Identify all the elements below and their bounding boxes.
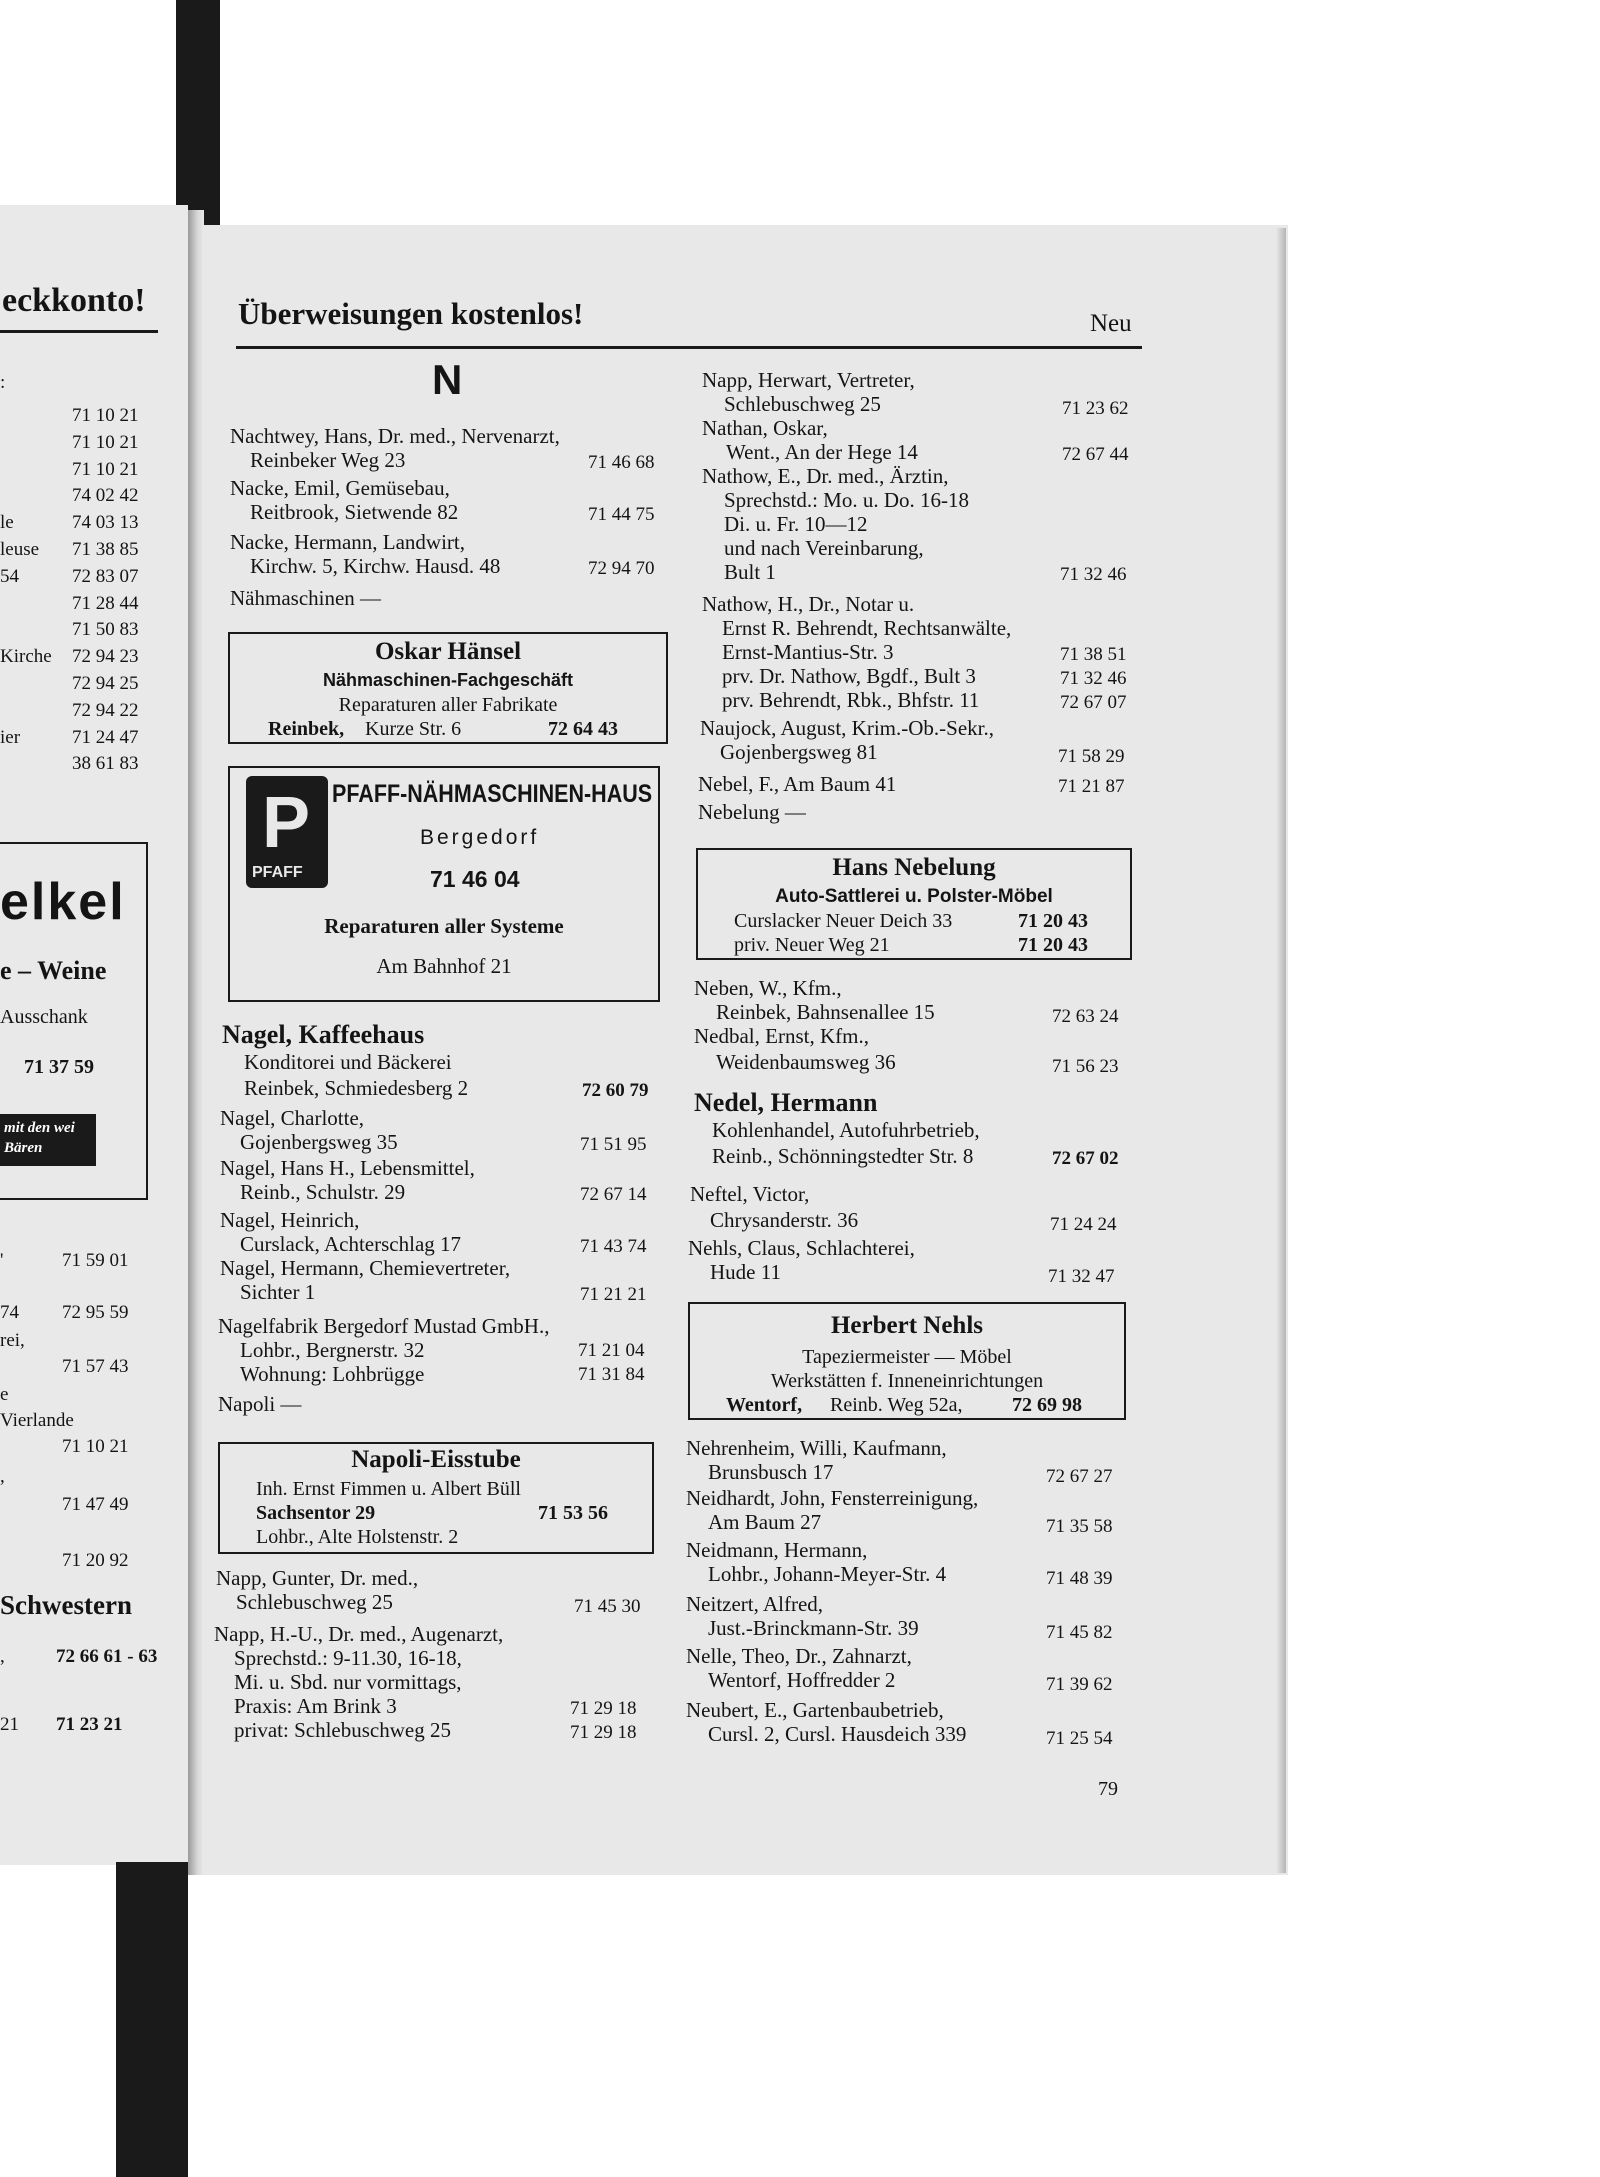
nathan-num: 72 67 44: [1062, 444, 1129, 465]
listing-phone: 71 51 95: [580, 1134, 647, 1155]
nathow-h-l3: Ernst-Mantius-Str. 3: [722, 640, 894, 664]
left-row2-number: 72 95 59: [62, 1302, 129, 1323]
ad-pfaff-l2: Am Bahnhof 21: [376, 954, 512, 978]
napp-hu-num5: 71 29 18: [570, 1722, 637, 1743]
left-row3-label: 21: [0, 1714, 19, 1735]
listing-phone: 72 67 27: [1046, 1466, 1113, 1487]
listing-name-line: Nelle, Theo, Dr., Zahnarzt,: [686, 1644, 912, 1668]
listing-name-line: Nagel, Hans H., Lebensmittel,: [220, 1156, 475, 1180]
nathow-e-l5: Bult 1: [724, 560, 776, 584]
listing-phone: 71 46 68: [588, 452, 655, 473]
naehmaschinen-ref: Nähmaschinen —: [230, 586, 382, 610]
left-ad-sub: e – Weine: [0, 956, 107, 985]
nagel-kaffeehaus-num: 72 60 79: [582, 1080, 649, 1101]
left-row-number: 72 94 25: [72, 673, 139, 694]
left-row-label: 54: [0, 565, 19, 587]
binding-strap-top: [176, 0, 220, 225]
ad-haensel-num: 72 64 43: [548, 718, 618, 740]
nebel-l1: Nebel, F., Am Baum 41: [698, 772, 897, 796]
left-ad-badge: mit den wei Bären: [0, 1114, 96, 1166]
ad-napoli-l3: Lohbr., Alte Holstenstr. 2: [256, 1526, 459, 1548]
pfaff-logo-text: PFAFF: [252, 864, 303, 881]
left-row-label: ier: [0, 726, 21, 748]
left-row2-label: rei,: [0, 1330, 25, 1351]
left-row-number: 38 61 83: [72, 753, 139, 775]
left-row2-number: 71 10 21: [62, 1436, 129, 1457]
nathow-e-l2: Sprechstd.: Mo. u. Do. 16-18: [724, 488, 969, 512]
left-row-number: 72 94 23: [72, 646, 139, 668]
listing-name-line: Neidhardt, John, Fensterreinigung,: [686, 1486, 979, 1510]
listing-address-line: Brunsbusch 17: [708, 1460, 834, 1484]
neben-l2: Reinbek, Bahnsenallee 15: [716, 1000, 935, 1024]
nehls-claus-l2: Hude 11: [710, 1260, 781, 1284]
left-row-label: leuse: [0, 539, 40, 560]
nedel-name: Nedel, Hermann: [694, 1088, 878, 1117]
left-row3-label: ,: [0, 1646, 5, 1667]
ad-nebelung-num3: 71 20 43: [1018, 934, 1088, 956]
listing-address-line: Am Baum 27: [708, 1510, 822, 1534]
ad-nehls-l3b: Reinb. Weg 52a,: [830, 1394, 963, 1416]
listing-name-line: Nehrenheim, Willi, Kaufmann,: [686, 1436, 947, 1460]
nathow-h-num3: 71 38 51: [1060, 644, 1127, 665]
listing-name-line: Neubert, E., Gartenbaubetrieb,: [686, 1698, 944, 1722]
listing-name-line: Nagel, Charlotte,: [220, 1106, 365, 1130]
page-number: 79: [1098, 1778, 1118, 1800]
page-header-right: Neu: [1090, 310, 1132, 337]
napp-hu-l2: Sprechstd.: 9-11.30, 16-18,: [234, 1646, 462, 1670]
listing-name-line: Neitzert, Alfred,: [686, 1592, 824, 1616]
nedel-num: 72 67 02: [1052, 1148, 1119, 1169]
ad-nehls-name: Herbert Nehls: [830, 1312, 984, 1339]
ad-haensel-l3b: Kurze Str. 6: [365, 718, 462, 740]
nathow-h-l4: prv. Dr. Nathow, Bgdf., Bult 3: [722, 664, 976, 688]
napp-hu-l1: Napp, H.-U., Dr. med., Augenarzt,: [214, 1622, 504, 1646]
nedel-l1: Kohlenhandel, Autofuhrbetrieb,: [712, 1118, 980, 1142]
listing-phone: 72 67 14: [580, 1184, 647, 1205]
ad-nebelung-l2: Curslacker Neuer Deich 33: [734, 910, 953, 932]
left-row-number: 74 03 13: [72, 512, 139, 534]
left-row2-number: 71 57 43: [62, 1356, 129, 1377]
nathow-e-l1: Nathow, E., Dr. med., Ärztin,: [702, 464, 949, 488]
ad-pfaff-city: Bergedorf: [420, 826, 540, 849]
listing-address-line: Reitbrook, Sietwende 82: [250, 500, 459, 524]
left-header-rule: [0, 330, 158, 333]
left-row-number: 71 28 44: [72, 592, 139, 614]
naujock-num: 71 58 29: [1058, 746, 1125, 767]
naujock-l1: Naujock, August, Krim.-Ob.-Sekr.,: [700, 716, 994, 740]
binding-strap-bottom: [116, 1862, 188, 2177]
nagelfabrik-l1: Nagelfabrik Bergedorf Mustad GmbH.,: [218, 1314, 550, 1338]
left-row-number: 71 38 85: [72, 539, 139, 560]
left-ad-num: 71 37 59: [24, 1056, 94, 1078]
left-row-number: 72 94 22: [72, 699, 139, 721]
listing-address-line: Kirchw. 5, Kirchw. Hausd. 48: [250, 554, 501, 578]
listing-phone: 71 21 21: [580, 1284, 647, 1305]
nagelfabrik-num: 71 21 04: [578, 1340, 645, 1361]
nathan-l2: Went., An der Hege 14: [726, 440, 918, 464]
left-colon: :: [0, 372, 6, 393]
nehls-claus-num: 71 32 47: [1048, 1266, 1115, 1287]
ad-oskar-haensel: [228, 632, 668, 744]
neben-num: 72 63 24: [1052, 1006, 1119, 1027]
left-row2-label: ': [0, 1250, 4, 1271]
nagelfabrik-l3: Wohnung: Lohbrügge: [240, 1362, 425, 1386]
left-row3-number: 72 66 61 - 63: [56, 1646, 158, 1667]
pfaff-logo-icon: P PFAFF: [246, 776, 328, 888]
ad-nehls-l2: Werkstätten f. Inneneinrichtungen: [770, 1370, 1044, 1392]
listing-address-line: Curslack, Achterschlag 17: [240, 1232, 462, 1256]
nathow-h-l2: Ernst R. Behrendt, Rechtsanwälte,: [722, 616, 1012, 640]
ad-pfaff-num: 71 46 04: [430, 866, 520, 892]
left-row2-label: 74: [0, 1302, 19, 1323]
napp-hu-l3: Mi. u. Sbd. nur vormittags,: [234, 1670, 462, 1694]
nagelfabrik-num2: 71 31 84: [578, 1364, 645, 1385]
listing-phone: 71 44 75: [588, 504, 655, 525]
ad-pfaff: [228, 766, 660, 1002]
napp-hu-num4: 71 29 18: [570, 1698, 637, 1719]
left-schwestern: Schwestern: [0, 1590, 132, 1620]
ad-haensel-name: Oskar Hänsel: [374, 638, 522, 665]
listing-name-line: Neidmann, Hermann,: [686, 1538, 868, 1562]
left-row-number: 71 50 83: [72, 619, 139, 641]
ad-nebelung-num2: 71 20 43: [1018, 910, 1088, 932]
nagel-kaffeehaus-l2: Reinbek, Schmiedesberg 2: [244, 1076, 469, 1100]
nathow-h-l5: prv. Behrendt, Rbk., Bhfstr. 11: [722, 688, 980, 712]
nathow-e-l4: und nach Vereinbarung,: [724, 536, 924, 560]
ad-napoli-name: Napoli-Eisstube: [351, 1446, 521, 1473]
ad-nehls-l3a: Wentorf,: [726, 1394, 803, 1416]
nathan-l1: Nathan, Oskar,: [702, 416, 828, 440]
ad-nehls-num: 72 69 98: [1012, 1394, 1082, 1416]
left-ad-title: elkel: [0, 873, 126, 931]
ad-pfaff-l1: Reparaturen aller Systeme: [324, 914, 564, 938]
nedbal-num: 71 56 23: [1052, 1056, 1119, 1077]
ad-herbert-nehls: [688, 1302, 1126, 1420]
listing-address-line: Reinb., Schulstr. 29: [240, 1180, 406, 1204]
napp-gunter-l2: Schlebuschweg 25: [236, 1590, 393, 1614]
nathow-e-l3: Di. u. Fr. 10—12: [724, 512, 868, 536]
left-page-header: eckkonto!: [2, 282, 146, 319]
ad-nebelung-name: Hans Nebelung: [832, 854, 996, 881]
nathow-h-l1: Nathow, H., Dr., Notar u.: [702, 592, 915, 616]
ad-haensel-l3a: Reinbek,: [268, 718, 345, 740]
nagel-kaffeehaus-l1: Konditorei und Bäckerei: [244, 1050, 452, 1074]
napp-herwart-l2: Schlebuschweg 25: [724, 392, 881, 416]
nebel-num: 71 21 87: [1058, 776, 1125, 797]
ad-nebelung-l1: Auto-Sattlerei u. Polster-Möbel: [775, 886, 1053, 907]
ad-napoli-l2: Sachsentor 29: [256, 1502, 376, 1524]
nedel-l2: Reinb., Schönningstedter Str. 8: [712, 1144, 974, 1168]
header-rule: [236, 346, 1142, 349]
page-edge: [1276, 228, 1286, 1873]
listing-phone: 71 45 82: [1046, 1622, 1113, 1643]
nagelfabrik-l2: Lohbr., Bergnerstr. 32: [240, 1338, 425, 1362]
listing-phone: 72 94 70: [588, 558, 655, 579]
listing-name-line: Nacke, Emil, Gemüsebau,: [230, 476, 450, 500]
neftel-num: 71 24 24: [1050, 1214, 1117, 1235]
page-header-title: Überweisungen kostenlos!: [238, 296, 584, 331]
listing-address-line: Cursl. 2, Cursl. Hausdeich 339: [708, 1722, 967, 1746]
listing-phone: 71 35 58: [1046, 1516, 1113, 1537]
napp-hu-l5: privat: Schlebuschweg 25: [234, 1718, 451, 1742]
left-row2-number: 71 20 92: [62, 1550, 129, 1571]
ad-napoli-eisstube: [218, 1442, 654, 1554]
ad-haensel-l1: Nähmaschinen-Fachgeschäft: [322, 670, 574, 690]
napp-gunter-num: 71 45 30: [574, 1596, 641, 1617]
ad-haensel-l2: Reparaturen aller Fabrikate: [338, 694, 558, 716]
left-row2-label: e: [0, 1384, 9, 1405]
nathow-h-num5: 72 67 07: [1060, 692, 1127, 713]
listing-address-line: Reinbeker Weg 23: [250, 448, 406, 472]
nathow-e-num: 71 32 46: [1060, 564, 1127, 585]
neftel-l2: Chrysanderstr. 36: [710, 1208, 859, 1232]
left-row2-label: Vierlande: [0, 1410, 74, 1431]
left-ad-box: [0, 842, 148, 1200]
listing-phone: 71 39 62: [1046, 1674, 1113, 1695]
left-ad-line: Ausschank: [0, 1006, 88, 1028]
left-row-label: Kirche: [0, 646, 52, 668]
nedbal-l1: Nedbal, Ernst, Kfm.,: [694, 1024, 869, 1048]
nagel-kaffeehaus-name: Nagel, Kaffeehaus: [222, 1020, 425, 1049]
section-letter: N: [432, 356, 463, 403]
listing-address-line: Just.-Brinckmann-Str. 39: [708, 1616, 919, 1640]
neftel-l1: Neftel, Victor,: [690, 1182, 810, 1206]
left-row-number: 72 83 07: [72, 565, 139, 587]
listing-name-line: Nagel, Heinrich,: [220, 1208, 360, 1232]
left-row-number: 74 02 42: [72, 485, 139, 507]
listing-phone: 71 48 39: [1046, 1568, 1113, 1589]
listing-phone: 71 43 74: [580, 1236, 647, 1257]
nebelung-ref: Nebelung —: [698, 800, 806, 824]
napp-hu-l4: Praxis: Am Brink 3: [234, 1694, 397, 1718]
nehls-claus-l1: Nehls, Claus, Schlachterei,: [688, 1236, 915, 1260]
napoli-ref: Napoli —: [218, 1392, 302, 1416]
left-row-number: 71 24 47: [72, 726, 139, 748]
ad-nehls-l1: Tapeziermeister — Möbel: [802, 1346, 1012, 1368]
listing-name-line: Nacke, Hermann, Landwirt,: [230, 530, 465, 554]
listing-address-line: Gojenbergsweg 35: [240, 1130, 398, 1154]
neben-l1: Neben, W., Kfm.,: [694, 976, 842, 1000]
nedbal-l2: Weidenbaumsweg 36: [716, 1050, 896, 1074]
left-row3-number: 71 23 21: [56, 1714, 123, 1735]
listing-address-line: Lohbr., Johann-Meyer-Str. 4: [708, 1562, 947, 1586]
ad-napoli-l1: Inh. Ernst Fimmen u. Albert Büll: [256, 1478, 521, 1500]
left-row-number: 71 10 21: [72, 458, 139, 480]
listing-address-line: Sichter 1: [240, 1280, 316, 1304]
ad-nebelung-l3: priv. Neuer Weg 21: [734, 934, 890, 956]
ad-hans-nebelung: [696, 848, 1132, 960]
left-row2-number: 71 47 49: [62, 1494, 129, 1515]
ad-pfaff-title: PFAFF-NÄHMASCHINEN-HAUS: [332, 780, 653, 808]
napp-herwart-l1: Napp, Herwart, Vertreter,: [702, 368, 915, 392]
listing-address-line: Wentorf, Hoffredder 2: [708, 1668, 896, 1692]
left-row-number: 71 10 21: [72, 405, 139, 426]
napp-gunter-l1: Napp, Gunter, Dr. med.,: [216, 1566, 419, 1590]
left-row-label: le: [0, 512, 14, 534]
napp-herwart-num: 71 23 62: [1062, 398, 1129, 419]
left-row2-label: ,: [0, 1466, 5, 1487]
ad-napoli-num: 71 53 56: [538, 1502, 608, 1524]
naujock-l2: Gojenbergsweg 81: [720, 740, 878, 764]
listing-name-line: Nagel, Hermann, Chemievertreter,: [220, 1256, 511, 1280]
left-row-number: 71 10 21: [72, 431, 139, 453]
listing-phone: 71 25 54: [1046, 1728, 1113, 1749]
left-row2-number: 71 59 01: [62, 1250, 129, 1271]
nathow-h-num4: 71 32 46: [1060, 668, 1127, 689]
listing-name-line: Nachtwey, Hans, Dr. med., Nervenarzt,: [230, 424, 560, 448]
